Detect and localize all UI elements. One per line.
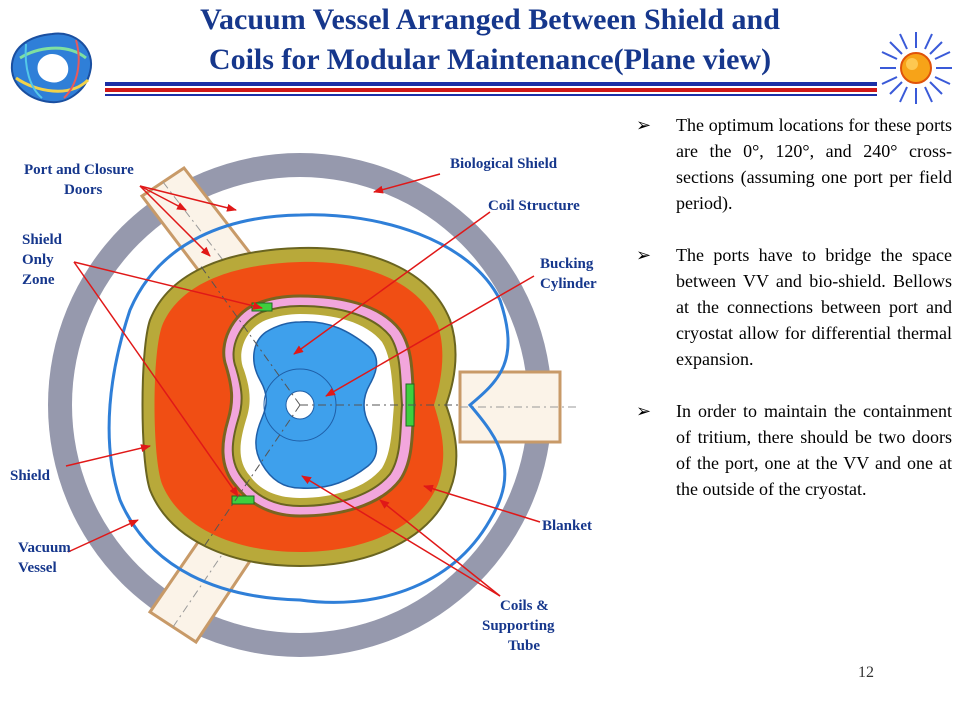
title-line-2: Coils for Modular Maintenance(Plane view) <box>208 43 772 76</box>
label-coils-1: Coils & <box>500 598 549 614</box>
page-number: 12 <box>858 664 874 681</box>
title-rule-blue-2 <box>105 94 877 96</box>
bullet-text: The ports have to bridge the space between VV and bio-shield. Bellows at the connections between port and cryostat allow for differential thermal expansion. <box>676 245 952 369</box>
port-right <box>460 372 580 442</box>
sun-logo-icon <box>876 28 956 108</box>
label-shield-only-3: Zone <box>22 272 55 288</box>
title-line-1: Vacuum Vessel Arranged Between Shield and <box>200 3 780 36</box>
label-vv-1: Vacuum <box>18 540 71 556</box>
label-bucking-1: Bucking <box>540 256 594 272</box>
label-port-doors-2: Doors <box>64 182 103 198</box>
stellarator-logo-icon <box>6 28 98 108</box>
plane-view-diagram <box>0 120 636 720</box>
title-rule-red <box>105 88 877 92</box>
arrow-bullet-icon: ➢ <box>636 401 652 421</box>
label-shield-only-1: Shield <box>22 232 63 248</box>
title-rule-blue <box>105 82 877 86</box>
label-bio-shield: Biological Shield <box>450 156 558 172</box>
bullet-item <box>636 112 952 216</box>
label-vv-2: Vessel <box>18 560 57 576</box>
label-coils-3: Tube <box>508 638 540 654</box>
arrow-bullet-icon: ➢ <box>636 115 652 135</box>
page-title <box>110 0 870 80</box>
bullet-list <box>636 112 952 528</box>
label-coil-structure: Coil Structure <box>488 198 580 214</box>
bullet-text: The optimum locations for these ports are the 0°, 120°, and 240° cross-sections (assuming one port per field period). <box>676 115 952 213</box>
label-coils-2: Supporting <box>482 618 555 634</box>
label-port-doors-1: Port and Closure <box>24 162 134 178</box>
label-bucking-2: Cylinder <box>540 276 597 292</box>
bullet-item <box>636 242 952 372</box>
label-shield: Shield <box>10 468 51 484</box>
label-shield-only-2: Only <box>22 252 54 268</box>
bullet-text: In order to maintain the containment of tritium, there should be two doors of the port, one at the VV and one at the outside of the cryostat. <box>676 401 952 499</box>
label-blanket: Blanket <box>542 518 593 534</box>
bullet-item <box>636 398 952 502</box>
arrow-bullet-icon: ➢ <box>636 245 652 265</box>
